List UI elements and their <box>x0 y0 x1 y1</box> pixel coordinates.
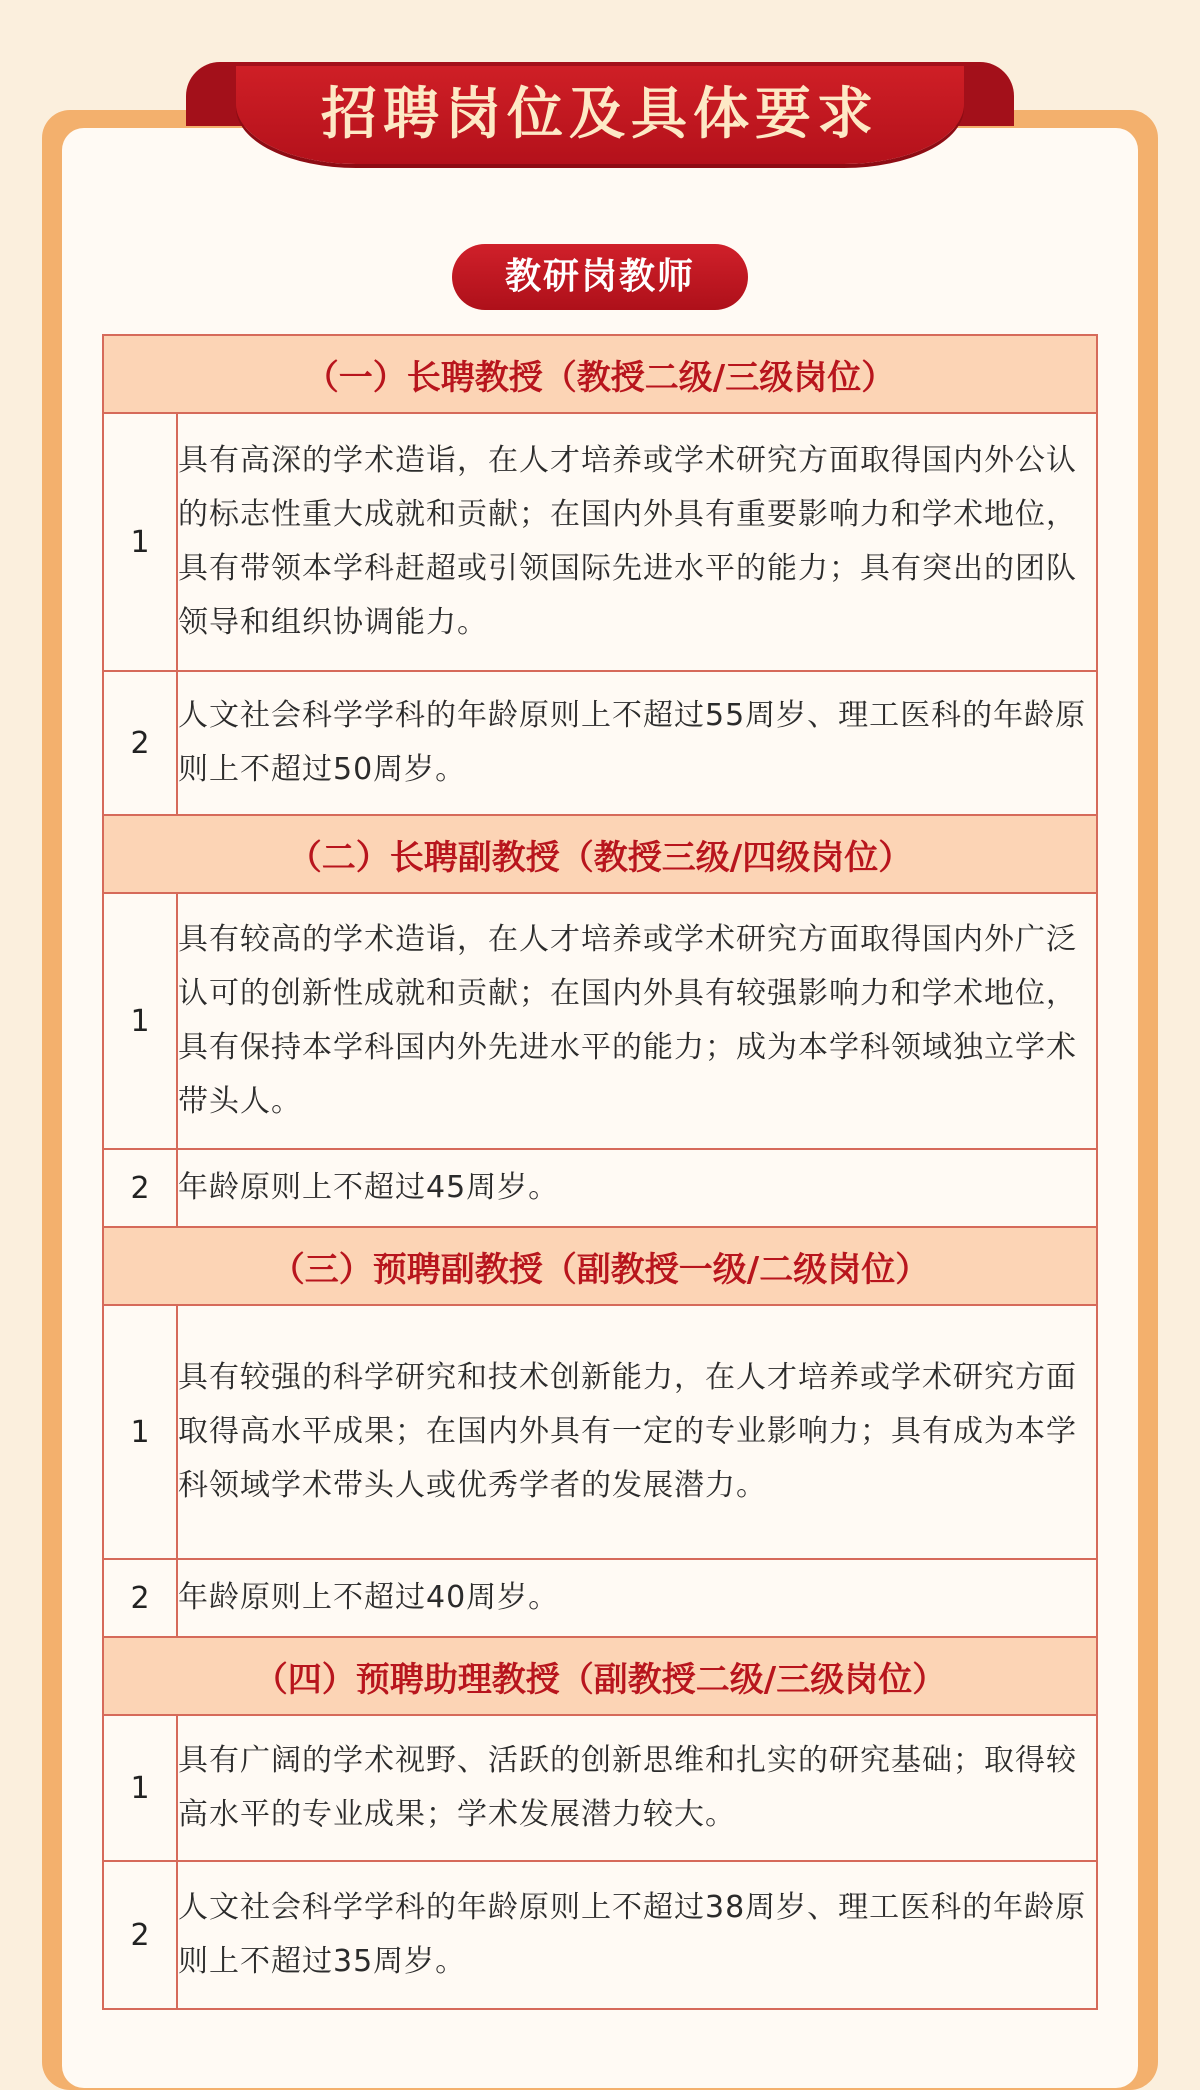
row-text: 具有较强的科学研究和技术创新能力，在人才培养或学术研究方面取得高水平成果；在国内外具有一定的专业影响力；具有成为本学科领域学术带头人或优秀学者的发展潜力。 <box>177 1305 1097 1559</box>
table-row <box>103 671 1097 815</box>
row-number: 2 <box>103 1559 177 1637</box>
row-number: 2 <box>103 671 177 815</box>
section-header-row <box>103 815 1097 893</box>
row-number: 1 <box>103 1305 177 1559</box>
table-row <box>103 1305 1097 1559</box>
section-header-row <box>103 1637 1097 1715</box>
requirements-table <box>102 334 1098 2010</box>
row-text: 人文社会科学学科的年龄原则上不超过38周岁、理工医科的年龄原则上不超过35周岁。 <box>177 1861 1097 2009</box>
banner-title: 招聘岗位及具体要求 <box>321 82 879 147</box>
section-header-row <box>103 1227 1097 1305</box>
section-header-row <box>103 335 1097 413</box>
table-row <box>103 1715 1097 1861</box>
row-text: 年龄原则上不超过40周岁。 <box>177 1559 1097 1637</box>
row-number: 2 <box>103 1149 177 1227</box>
table-row <box>103 413 1097 671</box>
title-banner <box>236 66 964 164</box>
section-heading: （二）长聘副教授（教授三级/四级岗位） <box>103 815 1097 893</box>
row-text: 具有广阔的学术视野、活跃的创新思维和扎实的研究基础；取得较高水平的专业成果；学术发展潜力较大。 <box>177 1715 1097 1861</box>
row-text: 具有较高的学术造诣，在人才培养或学术研究方面取得国内外广泛认可的创新性成就和贡献；在国内外具有较强影响力和学术地位，具有保持本学科国内外先进水平的能力；成为本学科领域独立学术带头人。 <box>177 893 1097 1149</box>
row-text: 人文社会科学学科的年龄原则上不超过55周岁、理工医科的年龄原则上不超过50周岁。 <box>177 671 1097 815</box>
table-row <box>103 1149 1097 1227</box>
row-number: 2 <box>103 1861 177 2009</box>
section-heading: （三）预聘副教授（副教授一级/二级岗位） <box>103 1227 1097 1305</box>
table-row <box>103 1559 1097 1637</box>
row-number: 1 <box>103 1715 177 1861</box>
table-row <box>103 893 1097 1149</box>
row-text: 具有高深的学术造诣，在人才培养或学术研究方面取得国内外公认的标志性重大成就和贡献；在国内外具有重要影响力和学术地位，具有带领本学科赶超或引领国际先进水平的能力；具有突出的团队领导和组织协调能力。 <box>177 413 1097 671</box>
section-heading: （四）预聘助理教授（副教授二级/三级岗位） <box>103 1637 1097 1715</box>
section-heading: （一）长聘教授（教授二级/三级岗位） <box>103 335 1097 413</box>
row-number: 1 <box>103 413 177 671</box>
row-text: 年龄原则上不超过45周岁。 <box>177 1149 1097 1227</box>
row-number: 1 <box>103 893 177 1149</box>
position-label: 教研岗教师 <box>452 244 748 310</box>
table-row <box>103 1861 1097 2009</box>
